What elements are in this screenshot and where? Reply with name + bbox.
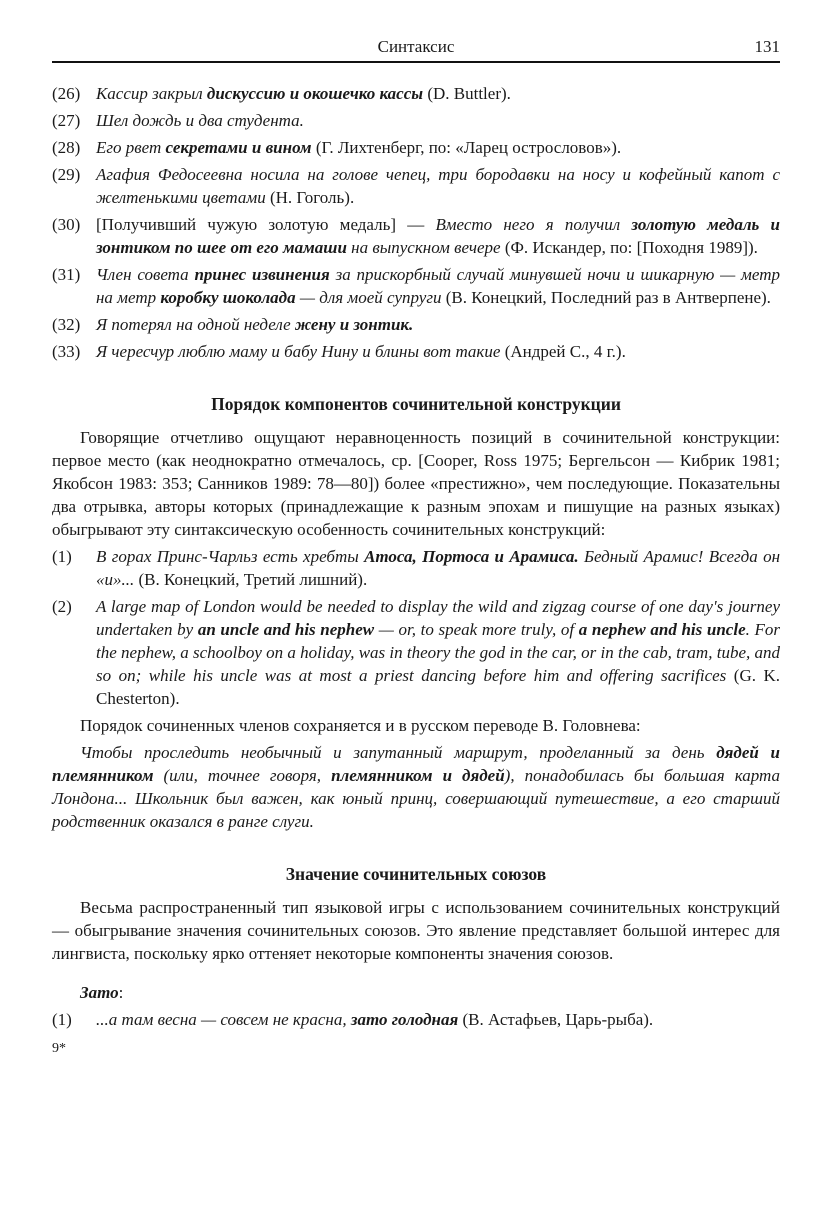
example-number: (1) <box>52 1010 72 1029</box>
example-text: ...а там весна — совсем не красна, <box>96 1010 351 1029</box>
citation-text: (G. K. Chesterton). <box>96 666 781 708</box>
translation-intro: Порядок сочиненных членов сохраняется и в русском переводе В. Головнева: <box>80 716 641 735</box>
emphasis-text: Атоса, Портоса и Арамиса. <box>364 547 579 566</box>
example-number: (30) <box>52 215 81 234</box>
citation-text: (Андрей С., 4 г.). <box>500 342 626 361</box>
emphasis-text: секретами и вином <box>165 138 312 157</box>
subheading-zato <box>80 981 780 1004</box>
example-text: — or, to speak more truly, of <box>374 620 579 639</box>
example-list-top <box>52 82 780 363</box>
example-text: В горах Принс-Чарльз есть хребты <box>96 547 365 566</box>
example-number: (29) <box>52 165 81 184</box>
example-item <box>52 263 780 309</box>
example-item <box>52 136 780 159</box>
section-heading-order: Порядок компонентов сочинительной конструкции <box>211 394 621 414</box>
running-head-title: Синтаксис <box>377 37 455 56</box>
signature-mark: 9* <box>52 1041 66 1056</box>
example-text: ), понадобилась бы большая карта Лондона... Школьник был важен, как юный принц, совершающий путешествие, а его старший родственник оказался в ранге слуги. <box>52 766 780 831</box>
example-number: (28) <box>52 138 81 157</box>
emphasis-text: принес извинения <box>194 265 330 284</box>
emphasis-text: зато голодная <box>350 1010 459 1029</box>
citation-text: (Г. Лихтенберг, по: «Ларец острословов»). <box>311 138 622 157</box>
translation-quote <box>52 741 780 833</box>
subheading-zato-label: Зато <box>80 983 119 1002</box>
paragraph-conjunctions: Весьма распространенный тип языковой игры с использованием сочинительных конструкций — обыгрывание значения сочинительных союзов. Это явление представляет большой интерес для лингвиста, поскольку ярко оттеняет некоторые компоненты значения союзов. <box>52 898 780 963</box>
citation-text: (D. Buttler). <box>423 84 511 103</box>
example-text: Чтобы проследить необычный и запутанный маршрут, проделанный за день <box>80 743 717 762</box>
example-body <box>96 82 780 105</box>
example-item <box>52 313 780 336</box>
example-body <box>96 595 780 710</box>
example-item <box>52 109 780 132</box>
example-body <box>96 136 780 159</box>
citation-text: (В. Конецкий, Третий лишний). <box>134 570 368 589</box>
example-item <box>52 1008 780 1031</box>
citation-text: (В. Астафьев, Царь-рыба). <box>458 1010 654 1029</box>
example-text: Я потерял на одной неделе <box>96 315 295 334</box>
example-number: (32) <box>52 315 81 334</box>
page-body <box>52 82 780 1060</box>
example-body <box>96 263 780 309</box>
emphasis-text: an uncle and his nephew <box>197 620 375 639</box>
example-text: Агафия Федосеевна носила на голове чепец, три бородавки на носу и кофейный капот с желтенькими цветами <box>96 165 780 207</box>
emphasis-text: золотую медаль и зонтиком по шее от его мамаши <box>96 215 781 257</box>
example-text: — для моей супруги <box>295 288 442 307</box>
example-number: (2) <box>52 597 72 616</box>
citation-text: (Ф. Искандер, по: [Походня 1989]). <box>500 238 758 257</box>
example-number: (27) <box>52 111 81 130</box>
example-body <box>96 313 780 336</box>
emphasis-text: дискуссию и окошечко кассы <box>206 84 424 103</box>
example-text: Шел дождь и два студента. <box>96 111 304 130</box>
example-text: Я чересчур люблю маму и бабу Нину и блины вот такие <box>96 342 501 361</box>
emphasis-text: дядей и племянником <box>52 743 780 785</box>
example-item <box>52 213 780 259</box>
example-text: . For the nephew, a schoolboy on a holiday, was in theory the god in the car, or in the cab, tram, tube, and so on; while his uncle was at most a priest dancing before him and offering sacrifices <box>96 620 781 685</box>
header-rule <box>52 61 780 63</box>
example-item <box>52 545 780 591</box>
example-text: Член совета <box>96 265 195 284</box>
example-body <box>96 1008 780 1031</box>
emphasis-text: a nephew and his uncle <box>578 620 746 639</box>
citation-text: [Получивший чужую золотую медаль] — <box>96 215 436 234</box>
example-body <box>96 109 780 132</box>
emphasis-text: коробку шоколада <box>160 288 296 307</box>
example-text: Вместо него я получил <box>435 215 632 234</box>
example-text: Кассир закрыл <box>96 84 207 103</box>
example-text: на выпускном вечере <box>346 238 501 257</box>
citation-text: (Н. Гоголь). <box>265 188 355 207</box>
example-body <box>96 163 780 209</box>
example-text: Бедный Арамис! Всегда он «и»... <box>96 547 781 589</box>
paragraph-order: Говорящие отчетливо ощущают неравноценность позиций в сочинительной конструкции: первое место (как неоднократно отмечалось, ср. [Cooper, Ross 1975; Бергельсон — Кибрик 1981; Якобсон 1983: 353; Санников 1989: 78—80]) более «престижно», чем последующие. Показательны два отрывка, авторы которых (принадлежащие к разным эпохам и пишущие на разных языках) обыгрывают эту синтаксическую особенность сочинительных конструкций: <box>52 428 780 539</box>
example-body <box>96 545 780 591</box>
citation-text: (В. Конецкий, Последний раз в Антверпене). <box>441 288 771 307</box>
example-item <box>52 163 780 209</box>
example-number: (31) <box>52 265 81 284</box>
example-body <box>96 340 780 363</box>
example-text: A large map of London would be needed to display the wild and zigzag course of one day's journey undertaken by <box>96 597 780 639</box>
example-body <box>96 213 780 259</box>
page-number: 131 <box>754 37 780 56</box>
example-item <box>52 82 780 105</box>
example-text: Его рвет <box>96 138 166 157</box>
example-text: за прискорбный случай минувшей ночи и шикарную — метр на метр <box>96 265 781 307</box>
example-number: (1) <box>52 547 72 566</box>
running-head <box>52 37 780 61</box>
example-list-order <box>52 545 780 710</box>
example-item <box>52 340 780 363</box>
emphasis-text: племянником и дядей <box>331 766 505 785</box>
subheading-colon: : <box>118 983 124 1002</box>
section-heading-conjunctions: Значение сочинительных союзов <box>285 864 547 884</box>
example-number: (33) <box>52 342 81 361</box>
example-list-zato <box>52 1008 780 1031</box>
emphasis-text: жену и зонтик. <box>294 315 414 334</box>
example-item <box>52 595 780 710</box>
example-number: (26) <box>52 84 81 103</box>
example-text: (или, точнее говоря, <box>153 766 332 785</box>
